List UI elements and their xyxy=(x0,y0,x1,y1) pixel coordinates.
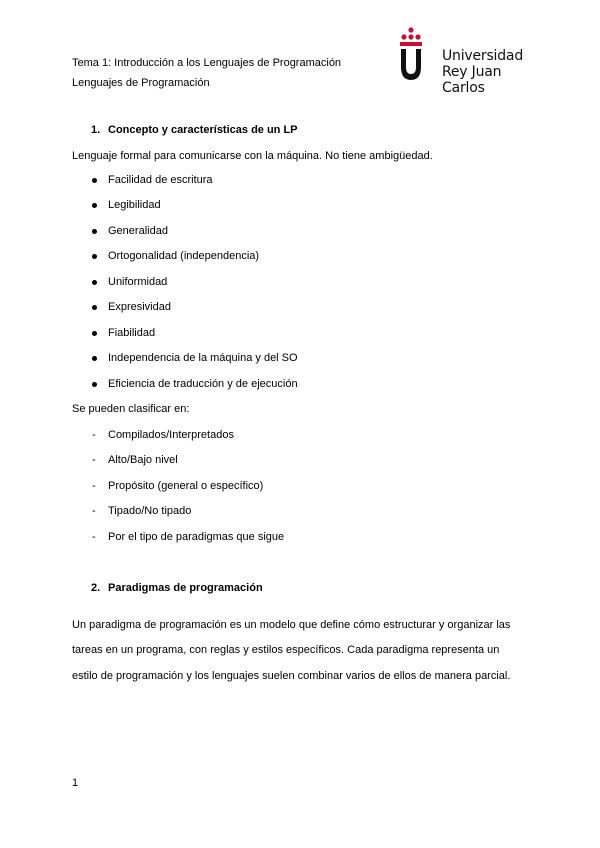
section-1-intro: Lenguaje formal para comunicarse con la máquina. No tiene ambigüedad. xyxy=(72,150,433,162)
document-header-subtitle: Lenguajes de Programación xyxy=(72,77,210,89)
bullet-icon xyxy=(92,356,97,361)
paragraph-line: Un paradigma de programación es un modelo que define cómo estructurar y organizar las xyxy=(72,619,511,631)
logo-text-rey-juan-carlos: Rey Juan Carlos xyxy=(442,64,502,96)
section-1-heading xyxy=(91,124,298,136)
classification-intro: Se pueden clasificar en: xyxy=(72,403,190,415)
bullet-icon xyxy=(92,331,97,336)
bullet-icon xyxy=(92,229,97,234)
section-1-title: Concepto y características de un LP xyxy=(108,124,298,136)
section-2-number: 2. xyxy=(91,582,101,594)
section-2-title: Paradigmas de programación xyxy=(108,582,263,594)
dash-marker: - xyxy=(92,429,96,441)
bullet-icon xyxy=(92,178,97,183)
section-2-heading xyxy=(91,582,263,594)
logo-text-universidad: Universidad xyxy=(442,48,524,64)
dash-marker: - xyxy=(92,480,96,492)
page-number: 1 xyxy=(72,777,79,789)
crown-u-emblem-icon xyxy=(397,26,437,86)
document-header-title: Tema 1: Introducción a los Lenguajes de Programación xyxy=(72,57,342,69)
section-1-number: 1. xyxy=(91,124,101,136)
paragraph-line: estilo de programación y los lenguajes suelen combinar varios de ellos de manera parcial. xyxy=(72,670,511,682)
dash-marker: - xyxy=(92,454,96,466)
university-logo xyxy=(397,26,547,96)
bullet-icon xyxy=(92,382,97,387)
bullet-icon xyxy=(92,254,97,259)
bullet-icon xyxy=(92,305,97,310)
dash-marker: - xyxy=(92,505,96,517)
bullet-icon xyxy=(92,203,97,208)
bullet-icon xyxy=(92,280,97,285)
dash-marker: - xyxy=(92,531,96,543)
paragraph-line: tareas en un programa, con reglas y estilos específicos. Cada paradigma representa un xyxy=(72,644,500,656)
